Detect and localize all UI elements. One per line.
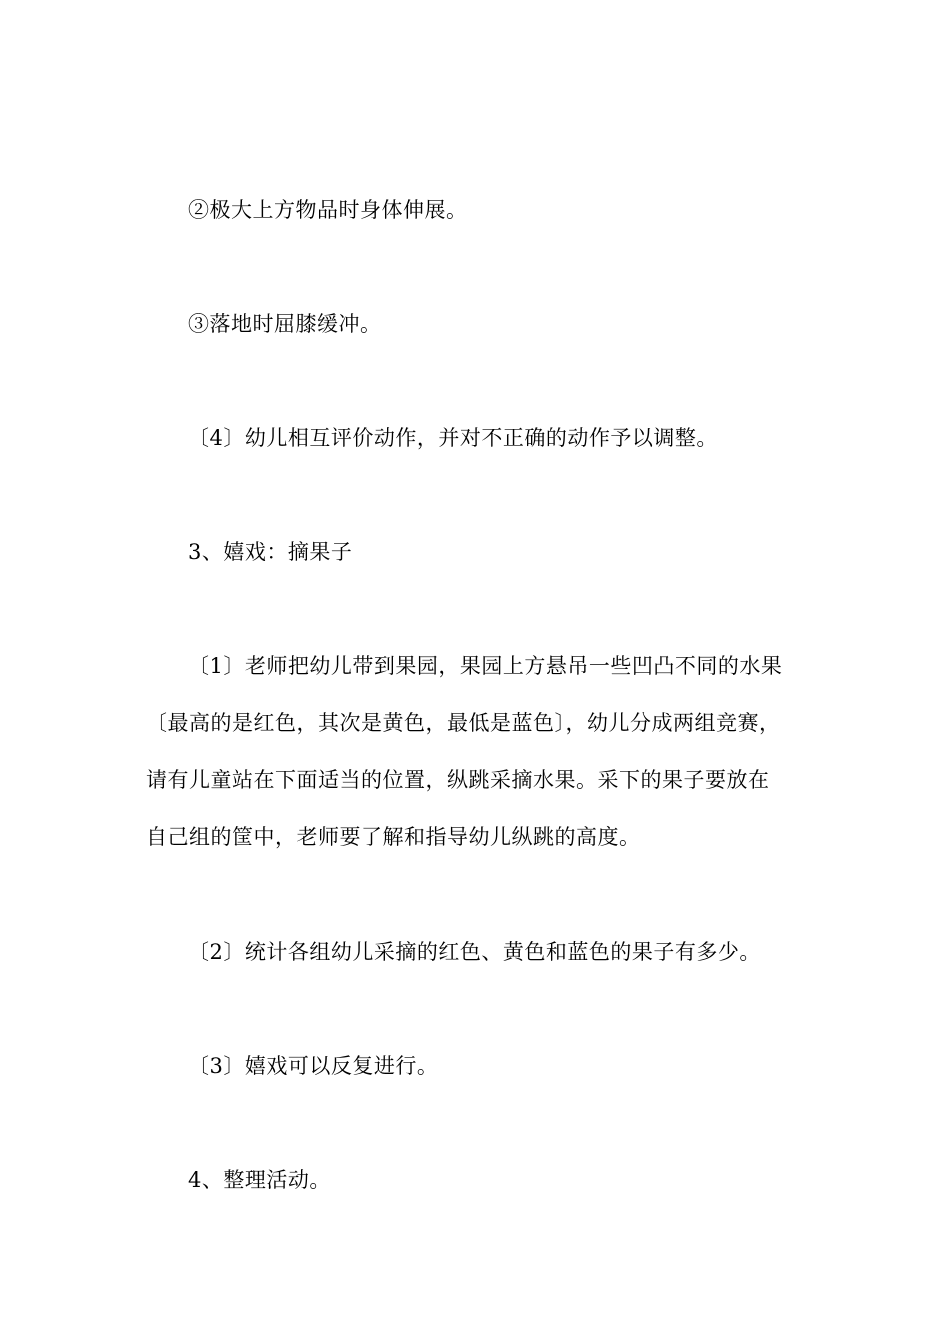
paragraph-item-4: 〔4〕幼儿相互评价动作，并对不正确的动作予以调整。 [188, 426, 718, 450]
paragraph-line: 自己组的筐中，老师要了解和指导幼儿纵跳的高度。 [146, 825, 641, 849]
paragraph-game-item-2: 〔2〕统计各组幼儿采摘的红色、黄色和蓝色的果子有多少。 [188, 940, 761, 964]
paragraph-step-3: ③落地时屈膝缓冲。 [188, 312, 382, 336]
paragraph-line: 〔最高的是红色，其次是黄色，最低是蓝色〕，幼儿分成两组竞赛， [146, 711, 781, 735]
section-heading-4: 4、整理活动。 [188, 1168, 331, 1192]
paragraph-game-item-3: 〔3〕嬉戏可以反复进行。 [188, 1054, 439, 1078]
paragraph-line: 请有儿童站在下面适当的位置，纵跳采摘水果。采下的果子要放在 [146, 768, 770, 792]
section-heading-3: 3、嬉戏：摘果子 [188, 540, 353, 564]
paragraph-line: 〔1〕老师把幼儿带到果园，果园上方悬吊一些凹凸不同的水果 [188, 654, 783, 678]
paragraph-step-2: ②极大上方物品时身体伸展。 [188, 198, 468, 222]
